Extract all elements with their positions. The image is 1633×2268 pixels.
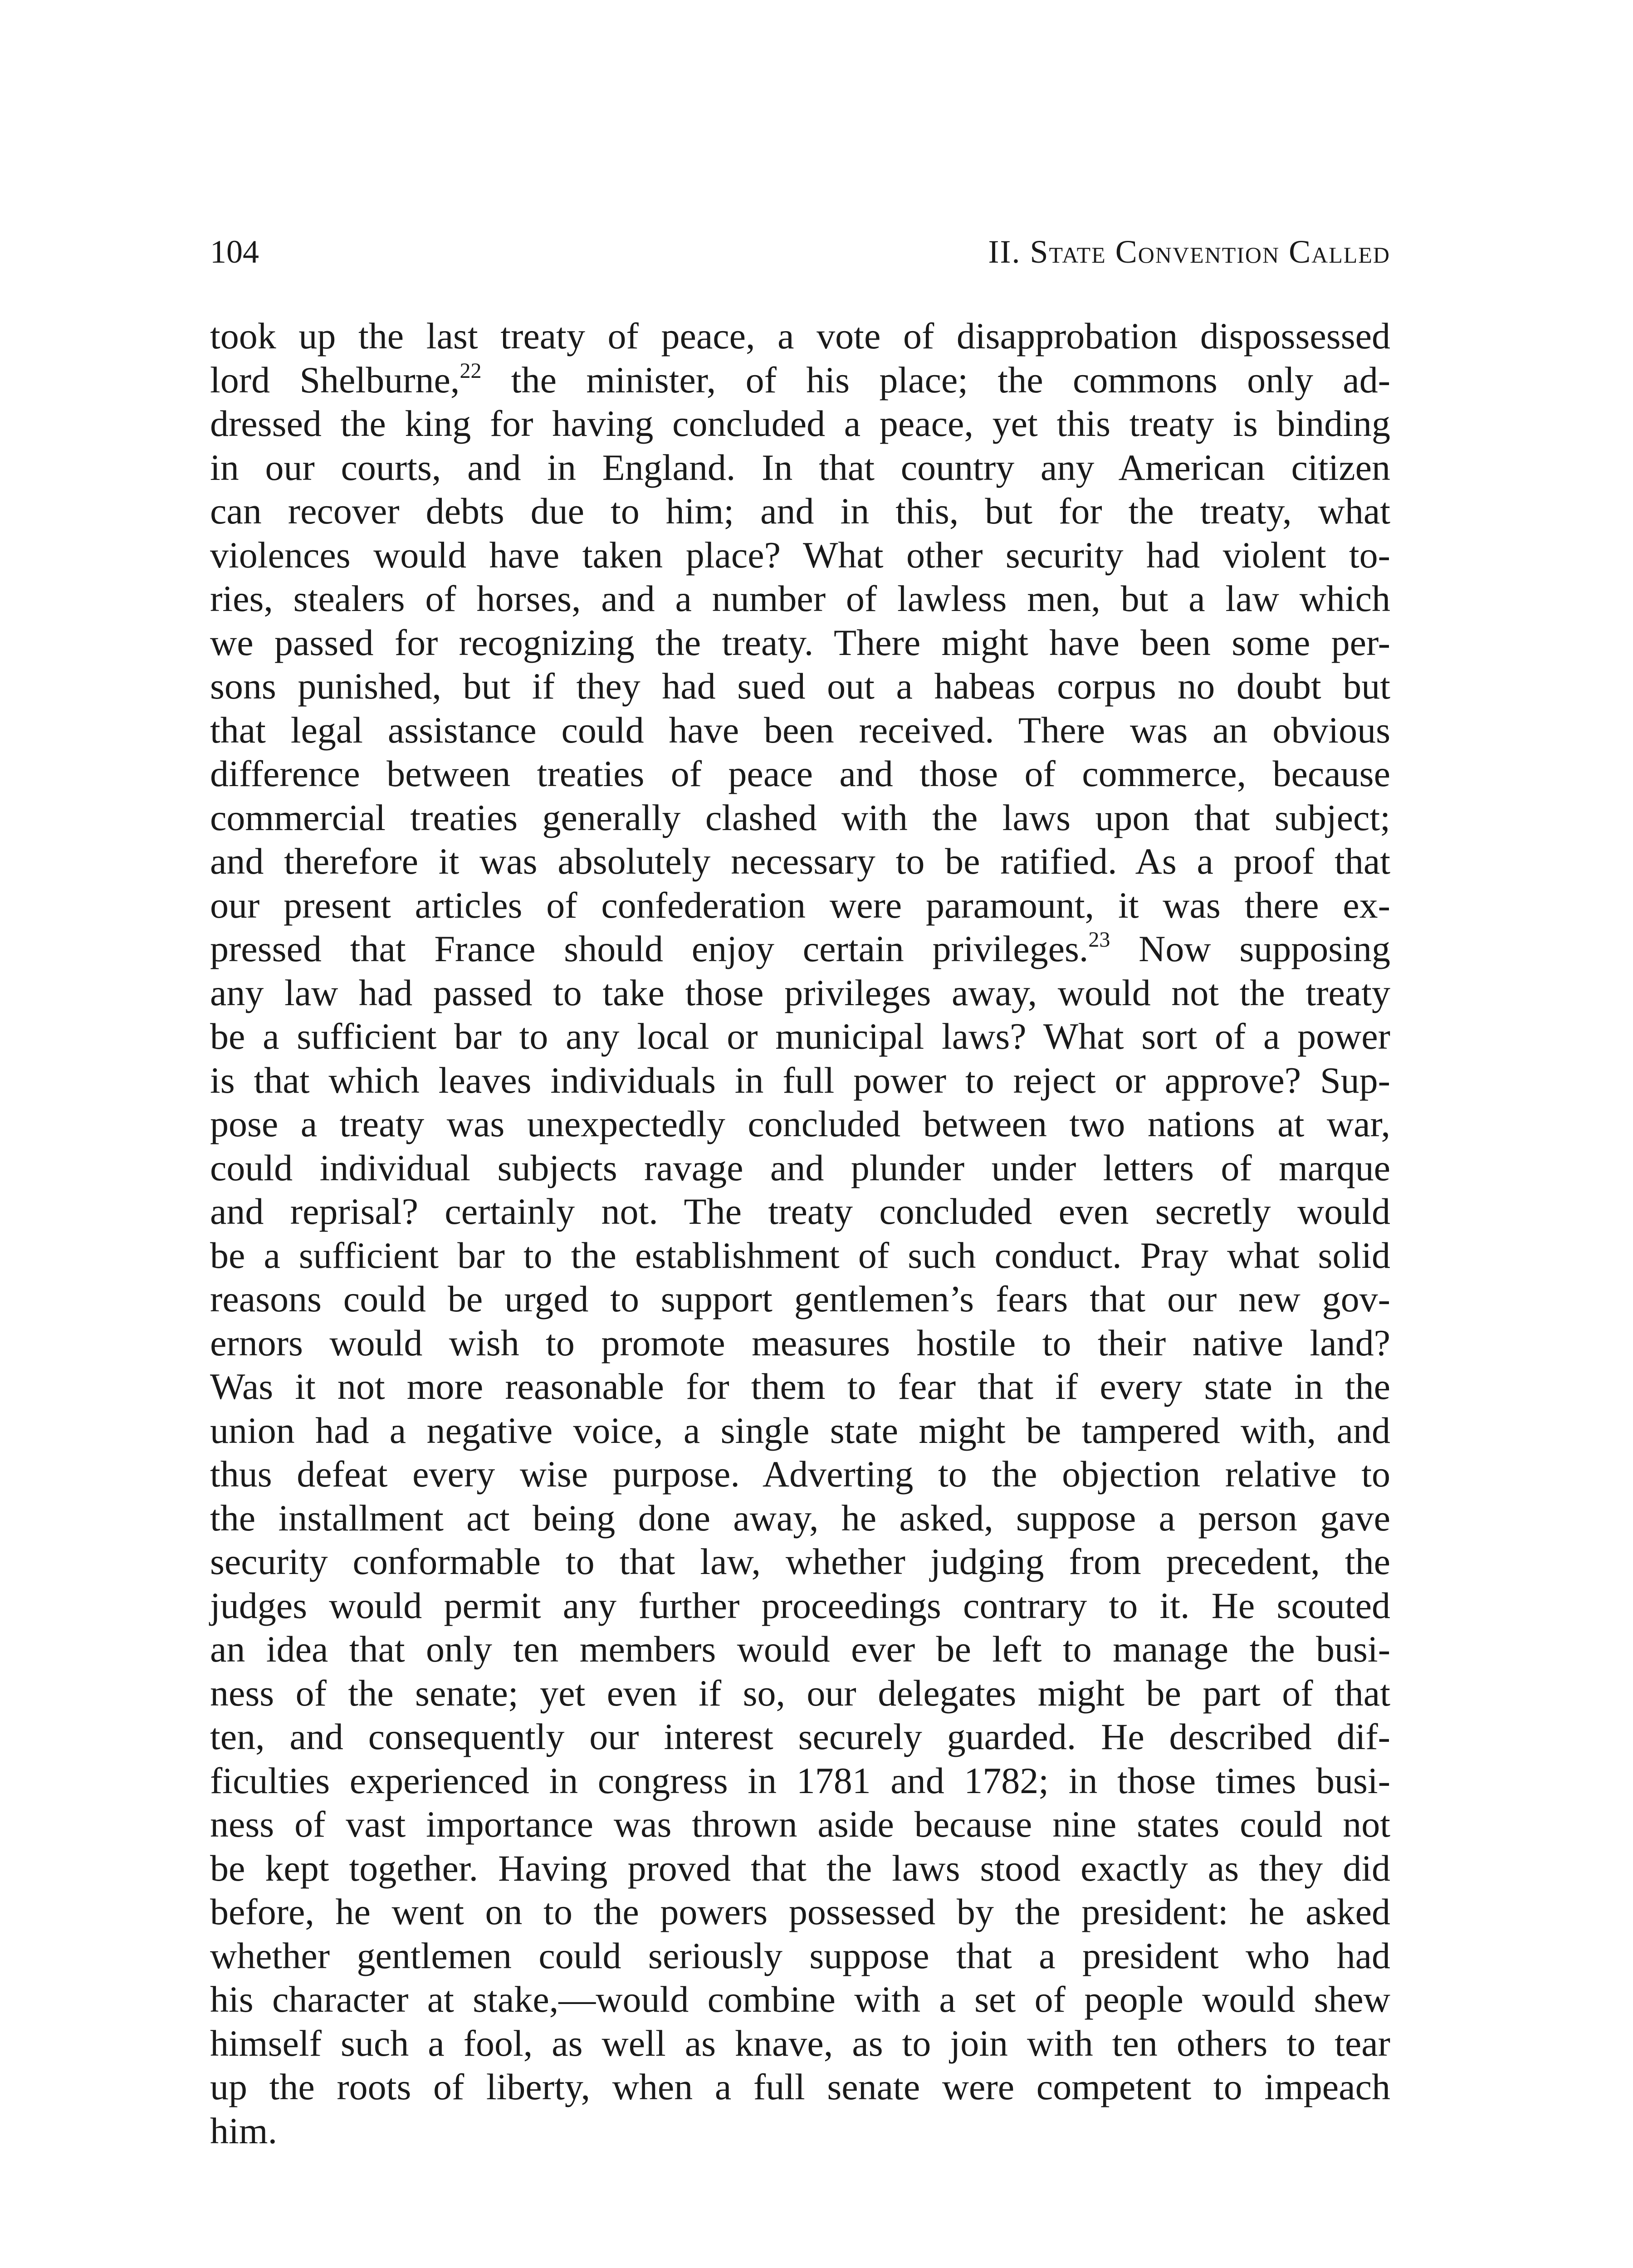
text-line: can recover debts due to him; and in this, but for the treaty, what: [210, 490, 1390, 532]
text-line: took up the last treaty of peace, a vote of disapprobation dispossessed: [210, 315, 1390, 357]
running-head: [210, 227, 1390, 277]
text-line: lord Shelburne,$^{22}$ the minister, of his place; the commons only ad-: [210, 358, 1391, 401]
text-line: dressed the king for having concluded a peace, yet this treaty is binding: [210, 403, 1390, 444]
section-title: II. State Convention Called: [988, 234, 1390, 270]
text-line: we passed for recognizing the treaty. There might have been some per-: [210, 621, 1390, 663]
text-line: and therefore it was absolutely necessary to be ratified. As a proof that: [210, 841, 1390, 882]
text-line: in our courts, and in England. In that country any American citizen: [210, 446, 1390, 488]
text-line: before, he went on to the powers possessed by the president: he asked: [210, 1891, 1390, 1932]
text-line: him.: [210, 2110, 278, 2151]
text-line: commercial treaties generally clashed with the laws upon that subject;: [210, 797, 1390, 838]
text-line: security conformable to that law, whether judging from precedent, the: [210, 1541, 1390, 1582]
text-line: violences would have taken place? What other security had violent to-: [210, 534, 1390, 576]
text-line: ness of the senate; yet even if so, our delegates might be part of that: [210, 1672, 1390, 1714]
text-line: the installment act being done away, he asked, suppose a person gave: [210, 1497, 1390, 1539]
text-line: Was it not more reasonable for them to fear that if every state in the: [210, 1366, 1390, 1407]
text-line: thus defeat every wise purpose. Adverting to the objection relative to: [210, 1453, 1390, 1495]
text-line: difference between treaties of peace and those of commerce, because: [210, 753, 1390, 794]
text-line: pressed that France should enjoy certain privileges.$^{23}$ Now supposing: [210, 928, 1390, 969]
text-line: pose a treaty was unexpectedly concluded between two nations at war,: [210, 1103, 1390, 1144]
footnote-ref: 23: [1088, 928, 1110, 952]
text-line: judges would permit any further proceedings contrary to it. He scouted: [210, 1584, 1390, 1626]
text-line: himself such a fool, as well as knave, as to join with ten others to tear: [210, 2022, 1390, 2064]
text-line: is that which leaves individuals in full power to reject or approve? Sup-: [210, 1059, 1390, 1101]
text-line: reasons could be urged to support gentlemen’s fears that our new gov-: [210, 1278, 1390, 1320]
text-line: his character at stake,—would combine with a set of people would shew: [210, 1979, 1390, 2020]
text-line: our present articles of confederation were paramount, it was there ex-: [210, 884, 1390, 926]
footnote-ref: 22: [460, 358, 482, 383]
text-line: be a sufficient bar to the establishment of such conduct. Pray what solid: [210, 1234, 1390, 1276]
text-line: that legal assistance could have been received. There was an obvious: [210, 709, 1390, 751]
text-line: ten, and consequently our interest securely guarded. He described dif-: [210, 1716, 1390, 1757]
text-line: could individual subjects ravage and plunder under letters of marque: [210, 1147, 1390, 1188]
text-line: ernors would wish to promote measures hostile to their native land?: [210, 1322, 1390, 1364]
text-line: an idea that only ten members would ever be left to manage the busi-: [210, 1628, 1390, 1670]
text-line: ness of vast importance was thrown aside because nine states could not: [210, 1804, 1390, 1845]
text-line: union had a negative voice, a single state might be tampered with, and: [210, 1409, 1390, 1451]
text-line: be a sufficient bar to any local or municipal laws? What sort of a power: [210, 1016, 1390, 1057]
text-line: up the roots of liberty, when a full senate were competent to impeach: [210, 2066, 1390, 2107]
text-line: ficulties experienced in congress in 1781 and 1782; in those times busi-: [210, 1760, 1390, 1801]
text-line: any law had passed to take those privileges away, would not the treaty: [210, 972, 1390, 1013]
text-line: be kept together. Having proved that the laws stood exactly as they did: [210, 1847, 1390, 1889]
text-line: sons punished, but if they had sued out a habeas corpus no doubt but: [210, 665, 1390, 707]
text-line: and reprisal? certainly not. The treaty concluded even secretly would: [210, 1191, 1390, 1232]
body-text: [210, 314, 1390, 2153]
page-number: 104: [210, 234, 259, 270]
text-line: ries, stealers of horses, and a number of lawless men, but a law which: [210, 578, 1390, 619]
text-line: whether gentlemen could seriously suppose that a president who had: [210, 1935, 1390, 1976]
